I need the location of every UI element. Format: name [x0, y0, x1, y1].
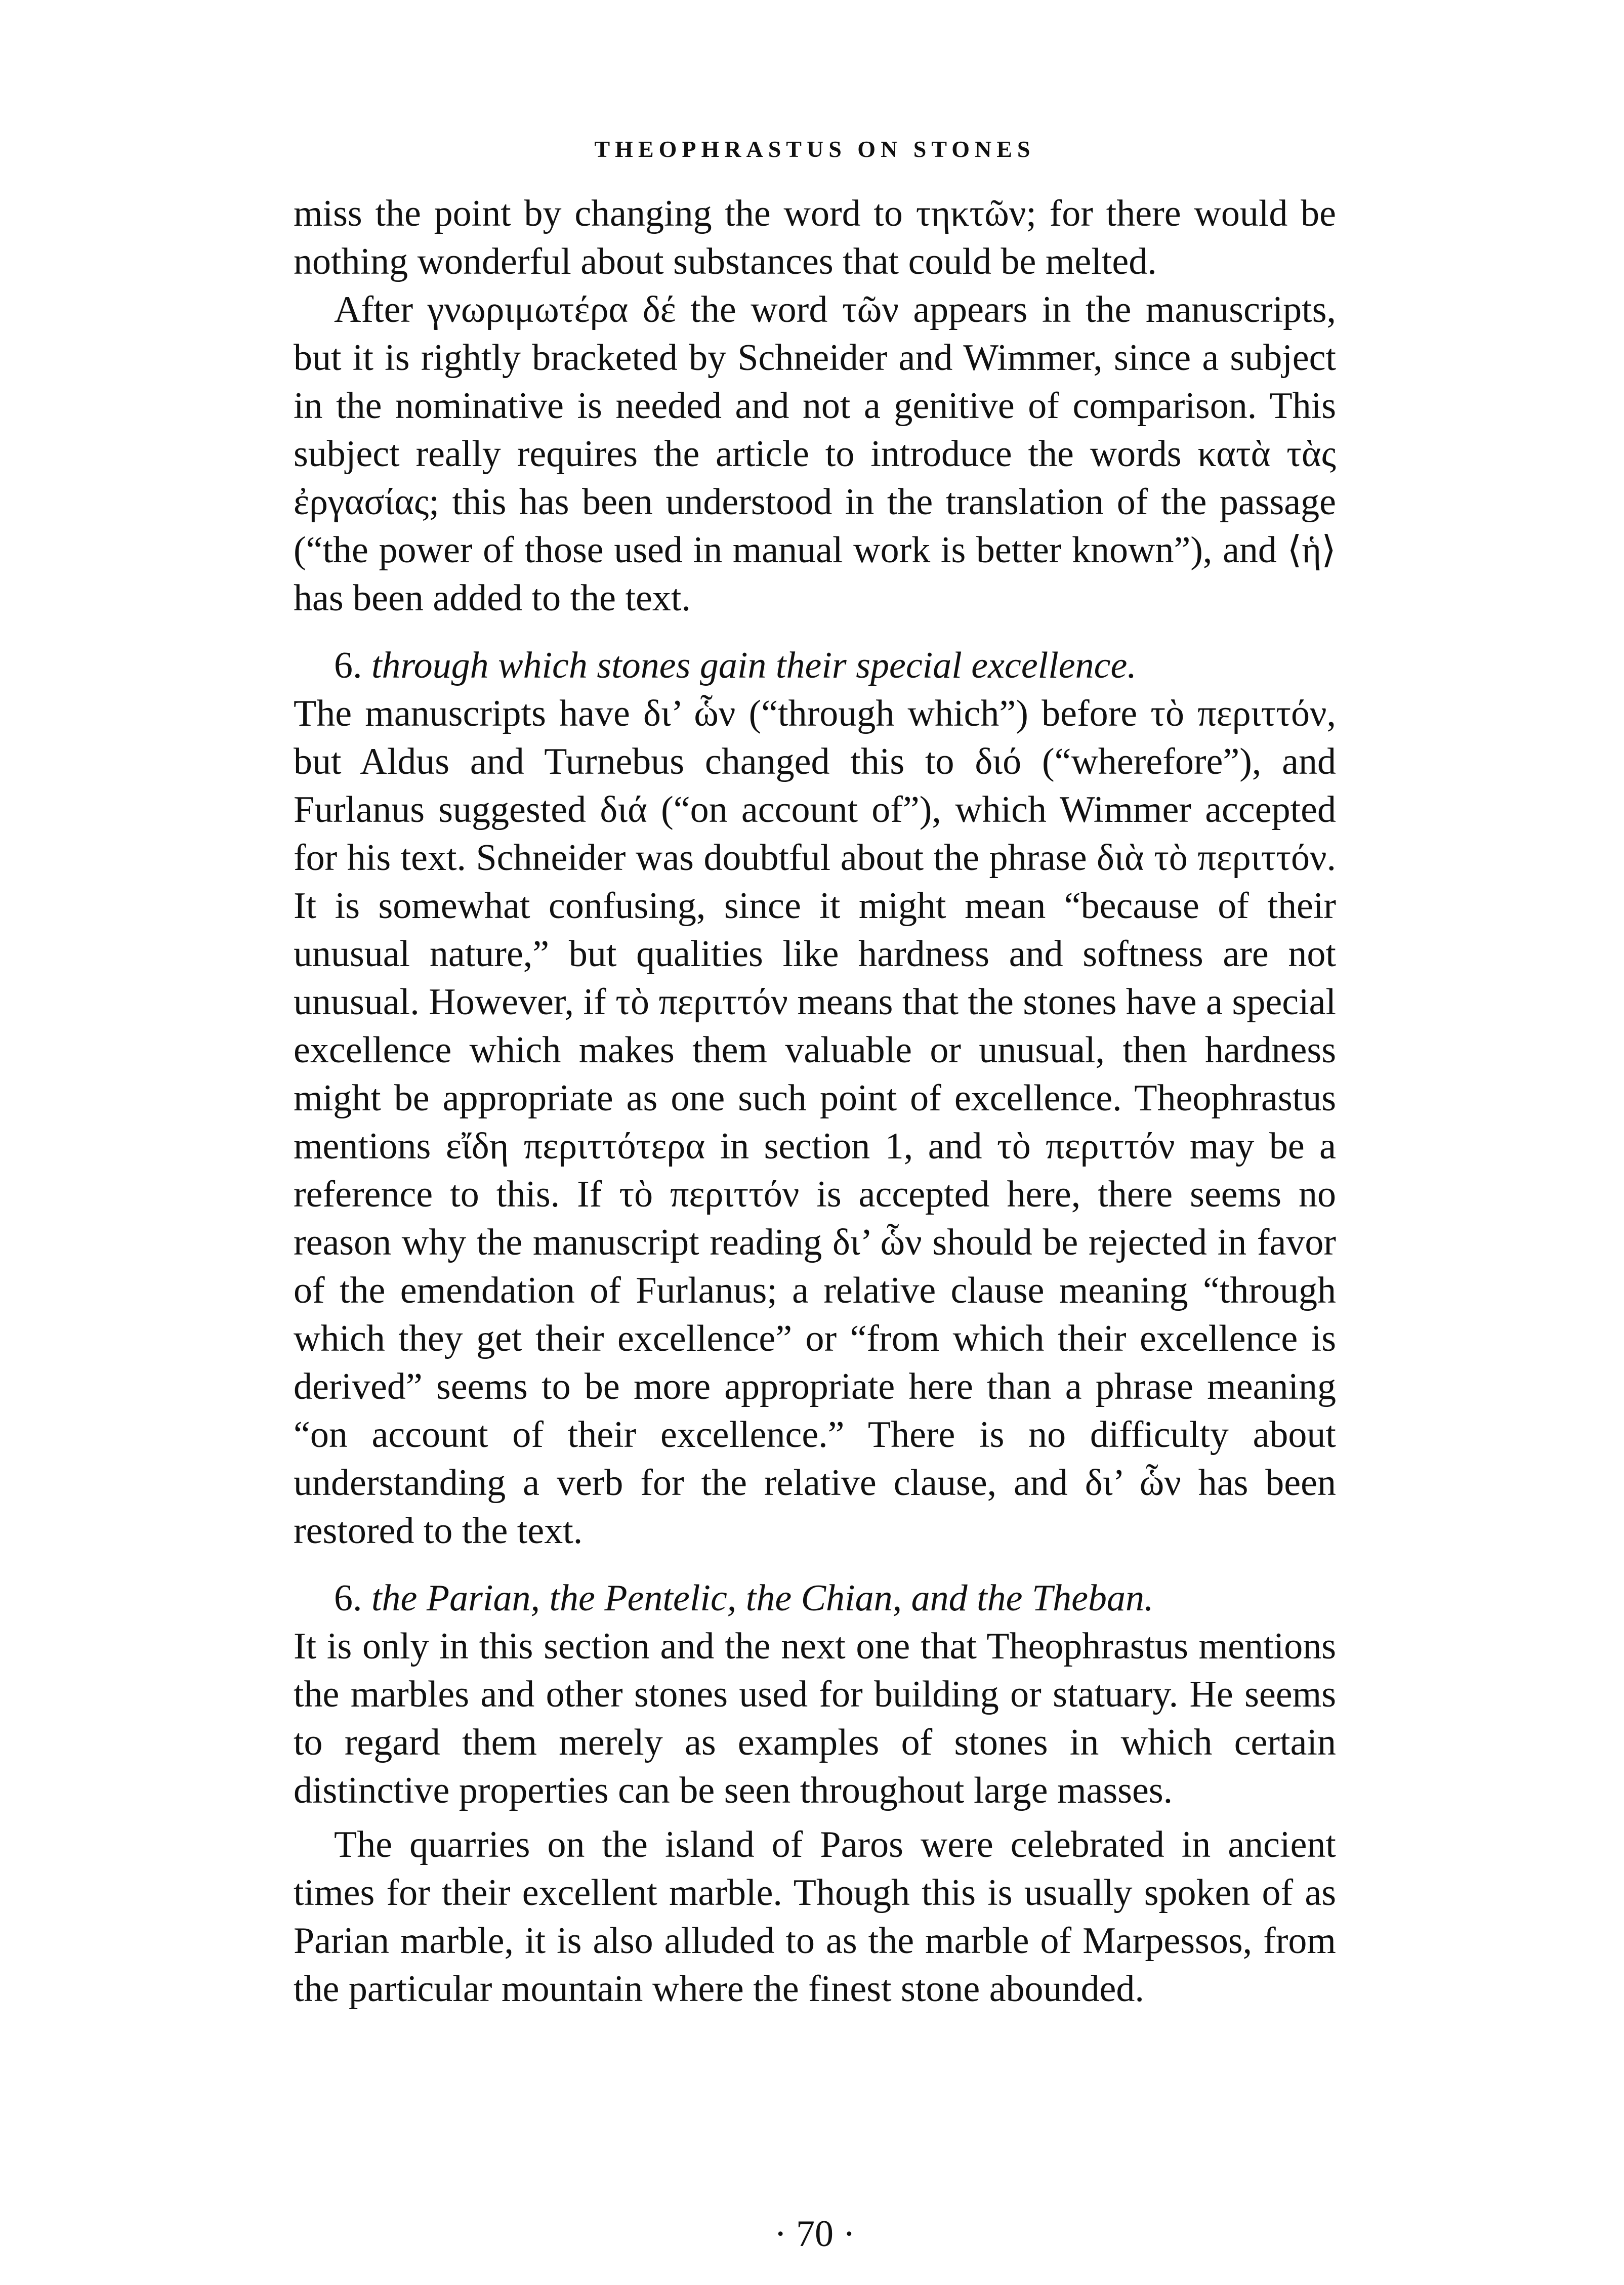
- paragraph-marbles: It is only in this section and the next one that Theophrastus mentions the marbles and other stones used for building or statuary. He seems to regard them merely as examples of stones in which certain distinctive properties can be seen throughout large masses.: [294, 1626, 1336, 1811]
- section-number: 6.: [334, 645, 362, 686]
- section-heading-marbles: [294, 1574, 1336, 1623]
- page-number: · 70 ·: [774, 2213, 856, 2255]
- paragraph-paros: The quarries on the island of Paros were celebrated in ancient times for their excellent marble. Though this is usually spoken of as Parian marble, it is also alluded to as the marble of Marpessos, from the particular mountain where the finest stone abounded.: [294, 1824, 1336, 2010]
- paragraph-gnorimotera: After γνωριμωτέρα δέ the word τῶν appears in the manuscripts, but it is rightly bracketed by Schneider and Wimmer, since a subject in the nominative is needed and not a genitive of comparison. This subject really requires the article to introduce the words κατὰ τὰς ἐργασίας; this has been understood in the translation of the passage (“the power of those used in manual work is better known”), and ⟨ἡ⟩ has been added to the text.: [294, 289, 1336, 619]
- paragraph-di-hon: The manuscripts have δι’ ὧν (“through which”) before τὸ περιττόν, but Aldus and Turnebus changed this to διό (“wherefore”), and Furlanus suggested διά (“on account of”), which Wimmer accepted for his text. Schneider was doubtful about the phrase διὰ τὸ περιττόν. It is somewhat confusing, since it might mean “because of their unusual nature,” but qualities like hardness and softness are not unusual. However, if τὸ περιττόν means that the stones have a special excellence which makes them valuable or unusual, then hardness might be appropriate as one such point of excellence. Theophrastus mentions εἴδη περιττότερα in section 1, and τὸ περιττόν may be a reference to this. If τὸ περιττόν is accepted here, there seems no reason why the manuscript reading δι’ ὧν should be rejected in favor of the emendation of Furlanus; a relative clause meaning “through which they get their excellence” or “from which their excellence is derived” seems to be more appropriate here than a phrase meaning “on account of their excellence.” There is no difficulty about understanding a verb for the relative clause, and δι’ ὧν has been restored to the text.: [294, 693, 1336, 1552]
- body-text: [294, 190, 1336, 2013]
- running-head: THEOPHRASTUS ON STONES: [594, 136, 1035, 162]
- paragraph-continued: miss the point by changing the word to τηκτῶν; for there would be nothing wonderful about substances that could be melted.: [294, 193, 1336, 282]
- section-heading-excellence: [294, 642, 1336, 690]
- section-heading-text: the Parian, the Pentelic, the Chian, and the Theban.: [371, 1577, 1154, 1619]
- section-heading-text: through which stones gain their special excellence.: [371, 645, 1137, 686]
- section-number: 6.: [334, 1577, 362, 1619]
